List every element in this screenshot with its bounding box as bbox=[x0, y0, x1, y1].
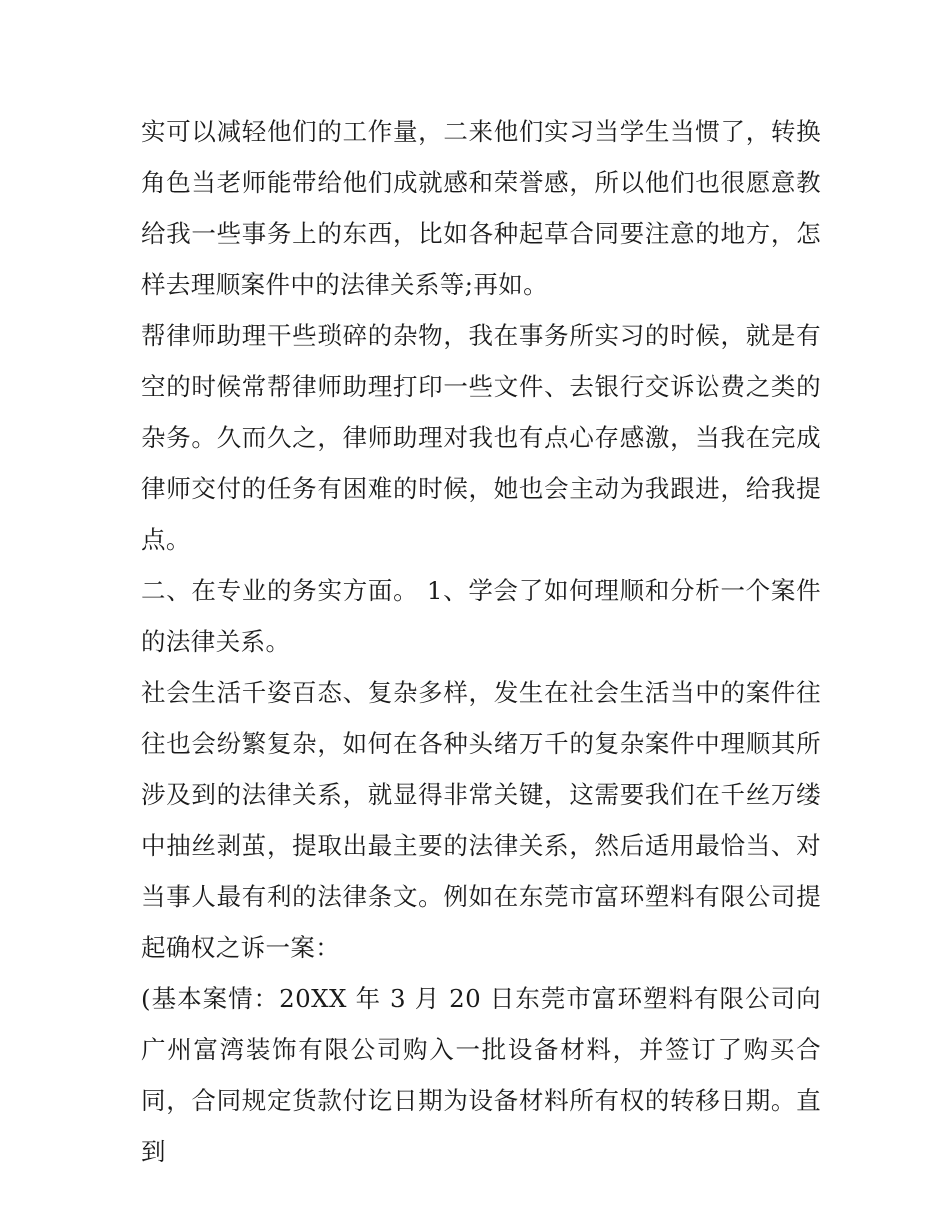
paragraph-5: (基本案情：20XX 年 3 月 20 日东莞市富环塑料有限公司向广州富湾装饰有限公司购入一批设备材料，并签订了购买合同，合同规定货款付讫日期为设备材料所有权的转移日期。直到 bbox=[141, 984, 821, 1166]
paragraph-3: 二、在专业的务实方面。 1、学会了如何理顺和分析一个案件的法律关系。 bbox=[141, 576, 821, 656]
document-body bbox=[141, 106, 821, 1177]
paragraph-1: 实可以减轻他们的工作量，二来他们实习当学生当惯了，转换角色当老师能带给他们成就感和荣誉感，所以他们也很愿意教给我一些事务上的东西，比如各种起草合同要注意的地方，怎样去理顺案件中的法律关系等;再如。 bbox=[141, 117, 821, 299]
paragraph-4: 社会生活千姿百态、复杂多样，发生在社会生活当中的案件往往也会纷繁复杂，如何在各种头绪万千的复杂案件中理顺其所涉及到的法律关系，就显得非常关键，这需要我们在千丝万缕中抽丝剥茧，提取出最主要的法律关系，然后适用最恰当、对当事人最有利的法律条文。例如在东莞市富环塑料有限公司提起确权之诉一案： bbox=[141, 678, 821, 962]
paragraph-2: 帮律师助理干些琐碎的杂物，我在事务所实习的时候，就是有空的时候常帮律师助理打印一些文件、去银行交诉讼费之类的杂务。久而久之，律师助理对我也有点心存感激，当我在完成律师交付的任务有困难的时候，她也会主动为我跟进，给我提点。 bbox=[141, 321, 821, 554]
